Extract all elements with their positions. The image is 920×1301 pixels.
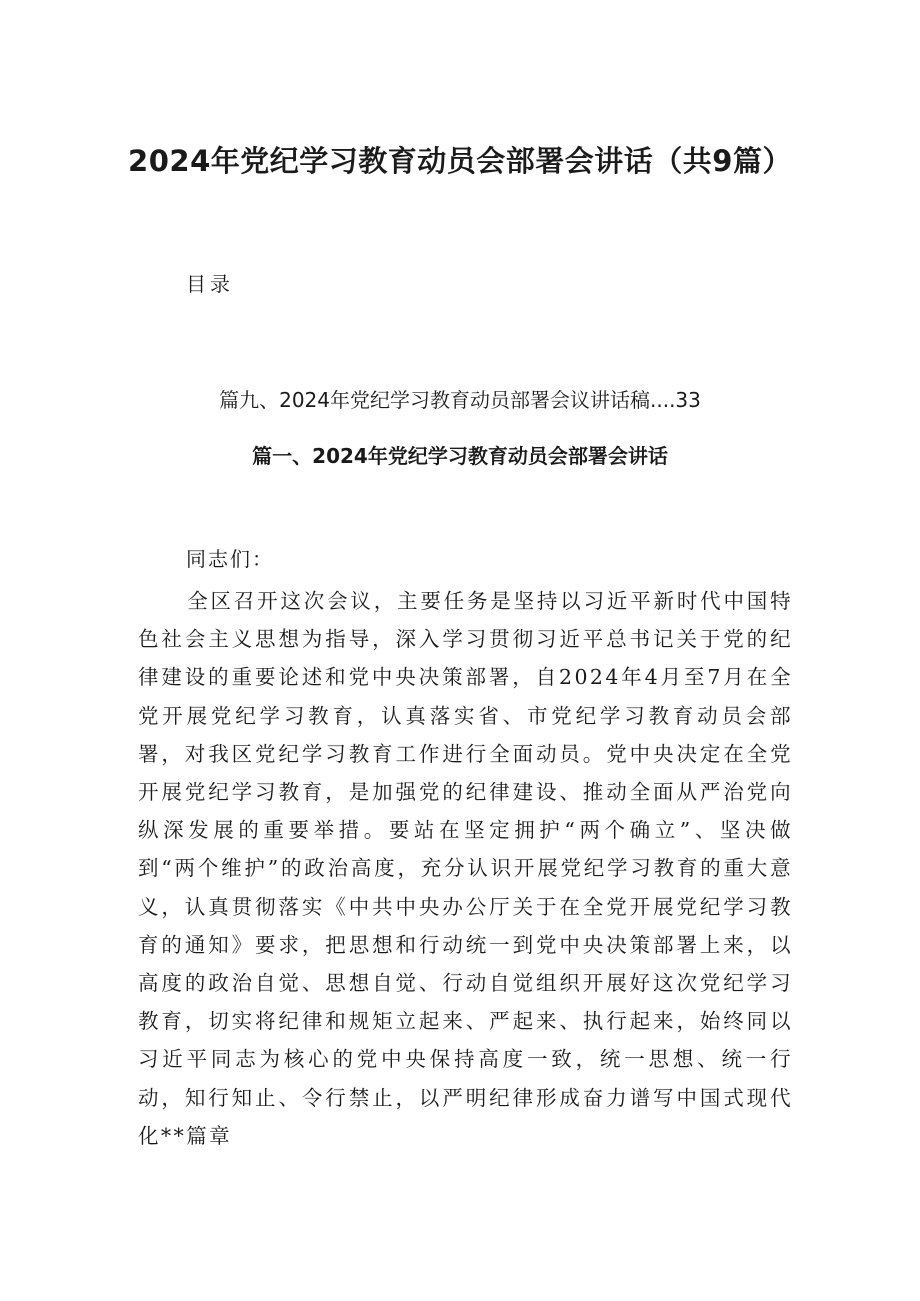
- document-title: 2024年党纪学习教育动员会部署会讲话（共9篇）: [128, 144, 792, 178]
- salutation: 同志们：: [186, 547, 274, 571]
- toc-label: 目录: [186, 272, 234, 296]
- body-paragraph: 全区召开这次会议，主要任务是坚持以习近平新时代中国特色社会主义思想为指导，深入学习贯彻习近平总书记关于党的纪律建设的重要论述和党中央决策部署，自2024年4月至7月在全党开展党纪学习教育，认真落实省、市党纪学习教育动员会部署，对我区党纪学习教育工作进行全面动员。党中央决定在全党开展党纪学习教育，是加强党的纪律建设、推动全面从严治党向纵深发展的重要举措。要站在坚定拥护“两个确立”、坚决做到“两个维护”的政治高度，充分认识开展党纪学习教育的重大意义，认真贯彻落实《中共中央办公厅关于在全党开展党纪学习教育的通知》要求，把思想和行动统一到党中央决策部署上来，以高度的政治自觉、思想自觉、行动自觉组织开展好这次党纪学习教育，切实将纪律和规矩立起来、严起来、执行起来，始终同以习近平同志为核心的党中央保持高度一致，统一思想、统一行动，知行知止、令行禁止，以严明纪律形成奋力谱写中国式现代化**篇章: [138, 589, 793, 1148]
- toc-entry[interactable]: 篇九、2024年党纪学习教育动员部署会议讲话稿....33: [219, 388, 701, 412]
- section-heading: 篇一、2024年党纪学习教育动员会部署会讲话: [252, 444, 668, 468]
